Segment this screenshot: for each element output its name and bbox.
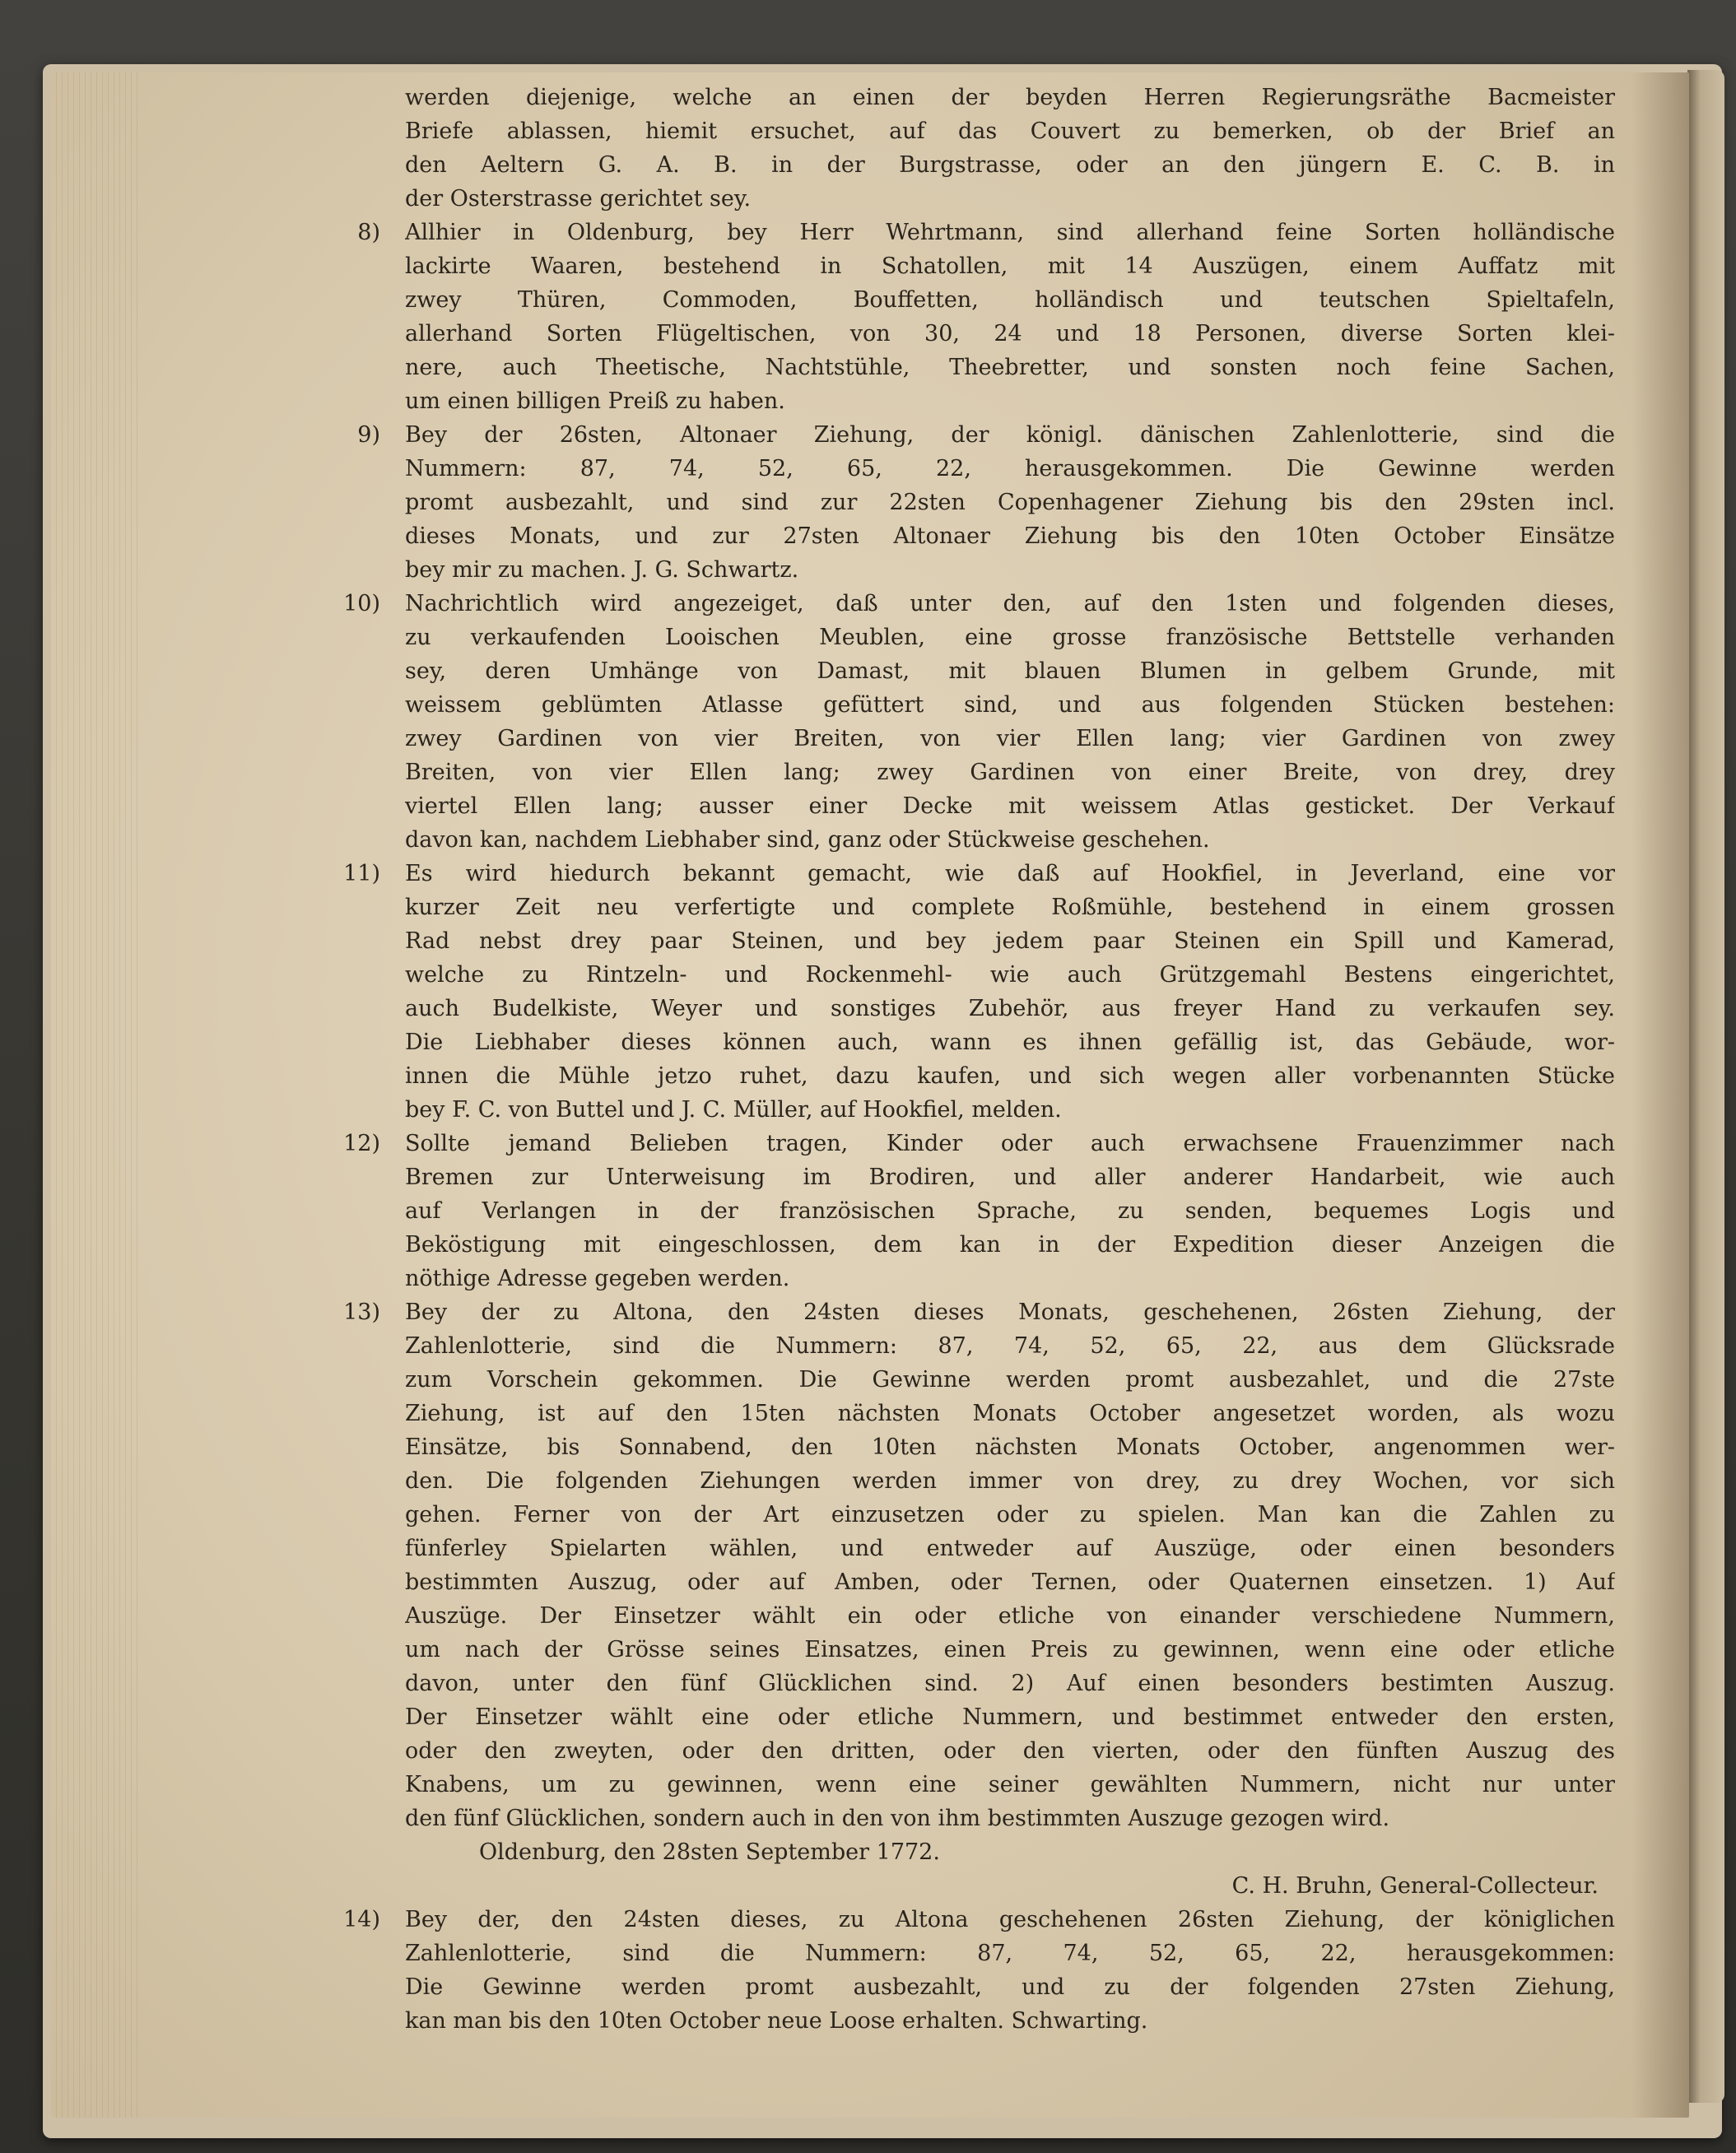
facing-page-edge: [1687, 70, 1724, 2103]
decorative-ornament: [677, 2113, 1302, 2118]
text-line: weissem geblümten Atlasse gefüttert sind, und aus folgenden Stücken bestehen:: [405, 692, 1615, 718]
text-line: innen die Mühle jetzo ruhet, dazu kaufen, und sich wegen aller vorbenannten Stücke: [405, 1063, 1615, 1089]
text-line: Breiten, von vier Ellen lang; zwey Gardinen von einer Breite, von drey, drey: [405, 760, 1615, 785]
text-line: Ziehung, ist auf den 15ten nächsten Monats October angesetzet worden, als wozu: [405, 1401, 1615, 1426]
text-line: den. Die folgenden Ziehungen werden immer von drey, zu drey Wochen, vor sich: [405, 1468, 1615, 1494]
text-line: Zahlenlotterie, sind die Nummern: 87, 74, 52, 65, 22, herausgekommen:: [405, 1941, 1615, 1966]
text-line: Die Gewinne werden promt ausbezahlt, und zu der folgenden 27sten Ziehung,: [405, 1974, 1615, 2000]
place-date-line: Oldenburg, den 28sten September 1772.: [479, 1839, 940, 1865]
text-line: Bey der 26sten, Altonaer Ziehung, der königl. dänischen Zahlenlotterie, sind die: [405, 422, 1615, 448]
text-line: Nummern: 87, 74, 52, 65, 22, herausgekommen. Die Gewinne werden: [405, 456, 1615, 481]
notice-entry: [405, 81, 1615, 216]
text-line: bestimmten Auszug, oder auf Amben, oder Ternen, oder Quaternen einsetzen. 1) Auf: [405, 1569, 1615, 1595]
text-line: bey F. C. von Buttel und J. C. Müller, auf Hookfiel, melden.: [405, 1097, 1062, 1123]
entry-number: 13): [343, 1300, 380, 1325]
entry-number: 12): [343, 1131, 380, 1156]
text-line: zwey Thüren, Commoden, Bouffetten, holländisch und teutschen Spieltafeln,: [405, 287, 1615, 313]
text-line: auf Verlangen in der französischen Sprache, zu senden, bequemes Logis und: [405, 1198, 1615, 1224]
text-line: Bremen zur Unterweisung im Brodiren, und aller anderer Handarbeit, wie auch: [405, 1165, 1615, 1190]
text-line: oder den zweyten, oder den dritten, oder den vierten, oder den fünften Auszug des: [405, 1738, 1615, 1764]
text-line: Auszüge. Der Einsetzer wählt ein oder etliche von einander verschiedene Nummern,: [405, 1603, 1615, 1629]
text-line: kan man bis den 10ten October neue Loose erhalten. Schwarting.: [405, 2008, 1148, 2034]
text-line: lackirte Waaren, bestehend in Schatollen, mit 14 Auszügen, einem Auffatz mit: [405, 253, 1615, 279]
entry-number: 10): [343, 591, 380, 616]
text-line: Rad nebst drey paar Steinen, und bey jedem paar Steinen ein Spill und Kamerad,: [405, 928, 1615, 954]
entry-number: 8): [357, 220, 380, 245]
text-line: Die Liebhaber dieses können auch, wann es ihnen gefällig ist, das Gebäude, wor-: [405, 1030, 1615, 1055]
text-line: Einsätze, bis Sonnabend, den 10ten nächsten Monats October, angenommen wer-: [405, 1435, 1615, 1460]
text-line: auch Budelkiste, Weyer und sonstiges Zubehör, aus freyer Hand zu verkaufen sey.: [405, 996, 1615, 1021]
text-line: davon kan, nachdem Liebhaber sind, ganz oder Stückweise geschehen.: [405, 827, 1210, 853]
text-line: fünferley Spielarten wählen, und entweder auf Auszüge, oder einen besonders: [405, 1536, 1615, 1561]
entry-number: [290, 81, 380, 114]
text-line: zu verkaufenden Looischen Meublen, eine grosse französische Bettstelle verhanden: [405, 625, 1615, 650]
entry-number: 11): [343, 861, 380, 886]
scanned-page: [51, 72, 1689, 2118]
text-line: Bey der, den 24sten dieses, zu Altona geschehenen 26sten Ziehung, der königlichen: [405, 1907, 1615, 1932]
text-line: Briefe ablassen, hiemit ersuchet, auf das Couvert zu bemerken, ob der Brief an: [405, 119, 1615, 144]
text-line: Nachrichtlich wird angezeiget, daß unter den, auf den 1sten und folgenden dieses,: [405, 591, 1615, 616]
notice-entry: [343, 1903, 1615, 2038]
text-line: Knabens, um zu gewinnen, wenn eine seiner gewählten Nummern, nicht nur unter: [405, 1772, 1615, 1797]
notice-entry: [357, 418, 1615, 587]
text-line: den Aeltern G. A. B. in der Burgstrasse, oder an den jüngern E. C. B. in: [405, 152, 1615, 178]
text-line: Sollte jemand Belieben tragen, Kinder oder auch erwachsene Frauenzimmer nach: [405, 1131, 1615, 1156]
text-line: allerhand Sorten Flügeltischen, von 30, 24 und 18 Personen, diverse Sorten klei-: [405, 321, 1615, 346]
text-line: davon, unter den fünf Glücklichen sind. 2) Auf einen besonders bestimten Auszug.: [405, 1671, 1615, 1696]
text-line: dieses Monats, und zur 27sten Altonaer Ziehung bis den 10ten October Einsätze: [405, 523, 1615, 549]
text-line: gehen. Ferner von der Art einzusetzen oder zu spielen. Man kan die Zahlen zu: [405, 1502, 1615, 1528]
text-line: Es wird hiedurch bekannt gemacht, wie daß auf Hookfiel, in Jeverland, eine vor: [405, 861, 1615, 886]
text-line: viertel Ellen lang; ausser einer Decke mit weissem Atlas gesticket. Der Verkauf: [405, 793, 1615, 819]
text-line: zwey Gardinen von vier Breiten, von vier Ellen lang; vier Gardinen von zwey: [405, 726, 1615, 751]
text-line: nere, auch Theetische, Nachtstühle, Theebretter, und sonsten noch feine Sachen,: [405, 355, 1615, 380]
document-text: [343, 81, 1615, 2038]
text-line: um einen billigen Preiß zu haben.: [405, 388, 785, 414]
text-line: Beköstigung mit eingeschlossen, dem kan in der Expedition dieser Anzeigen die: [405, 1232, 1615, 1258]
text-line: nöthige Adresse gegeben werden.: [405, 1266, 790, 1291]
notice-entry: [343, 1127, 1615, 1295]
text-line: den fünf Glücklichen, sondern auch in den von ihm bestimmten Auszuge gezogen wird.: [405, 1806, 1390, 1831]
text-line: werden diejenige, welche an einen der beyden Herren Regierungsräthe Bacmeister: [405, 85, 1615, 110]
notice-entry: [343, 587, 1615, 857]
text-line: sey, deren Umhänge von Damast, mit blauen Blumen in gelbem Grunde, mit: [405, 658, 1615, 684]
text-line: um nach der Grösse seines Einsatzes, einen Preis zu gewinnen, wenn eine oder etliche: [405, 1637, 1615, 1662]
text-line: Allhier in Oldenburg, bey Herr Wehrtmann, sind allerhand feine Sorten holländische: [405, 220, 1615, 245]
notice-entry: [343, 857, 1615, 1127]
text-line: welche zu Rintzeln- und Rockenmehl- wie auch Grützgemahl Bestens eingerichtet,: [405, 962, 1615, 988]
text-line: bey mir zu machen. J. G. Schwartz.: [405, 557, 799, 583]
notice-entry: [357, 216, 1615, 418]
page-gutter-shadow: [1631, 72, 1689, 2118]
text-line: zum Vorschein gekommen. Die Gewinne werden promt ausbezahlet, und die 27ste: [405, 1367, 1615, 1393]
text-line: Der Einsetzer wählt eine oder etliche Nummern, und bestimmet entweder den ersten,: [405, 1704, 1615, 1730]
entry-number: 14): [343, 1907, 380, 1932]
entry-number: 9): [357, 422, 380, 448]
text-line: Bey der zu Altona, den 24sten dieses Monats, geschehenen, 26sten Ziehung, der: [405, 1300, 1615, 1325]
text-line: kurzer Zeit neu verfertigte und complete Roßmühle, bestehend in einem grossen: [405, 895, 1615, 920]
notice-entry: [343, 1295, 1615, 1903]
text-line: promt ausbezahlt, und sind zur 22sten Copenhagener Ziehung bis den 29sten incl.: [405, 490, 1615, 515]
page-stack-edge: [51, 72, 142, 2118]
text-line: der Osterstrasse gerichtet sey.: [405, 186, 752, 212]
signature-line: C. H. Bruhn, General-Collecteur.: [1231, 1873, 1599, 1899]
text-line: Zahlenlotterie, sind die Nummern: 87, 74, 52, 65, 22, aus dem Glücksrade: [405, 1333, 1615, 1359]
